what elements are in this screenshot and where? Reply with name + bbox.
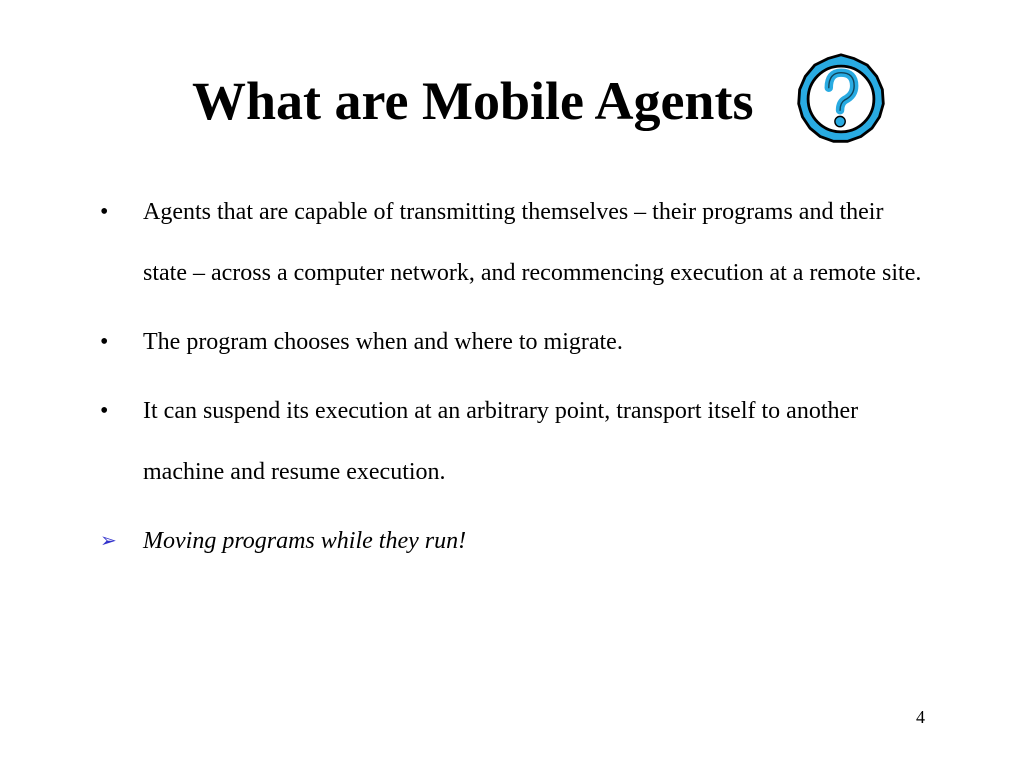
slide-title: What are Mobile Agents (192, 71, 754, 131)
list-item (100, 182, 930, 304)
list-item (100, 312, 930, 373)
bullet-marker: • (100, 398, 109, 424)
arrow-bullet-icon: ➢ (100, 530, 117, 552)
bullet-text: Agents that are capable of transmitting themselves – their programs and their state – across a computer network, and recommencing execution at a remote site. (143, 199, 922, 286)
page-number: 4 (916, 707, 925, 727)
list-item (100, 381, 930, 503)
bullet-marker: • (100, 199, 109, 225)
bullet-text: The program chooses when and where to migrate. (143, 329, 623, 355)
bullet-text-emphasis: Moving programs while they run! (143, 528, 467, 554)
bullet-marker: • (100, 329, 109, 355)
bullet-list (100, 182, 930, 580)
question-mark-icon (794, 52, 888, 146)
bullet-text: It can suspend its execution at an arbitrary point, transport itself to another machine and resume execution. (143, 398, 859, 485)
list-item (100, 511, 930, 572)
